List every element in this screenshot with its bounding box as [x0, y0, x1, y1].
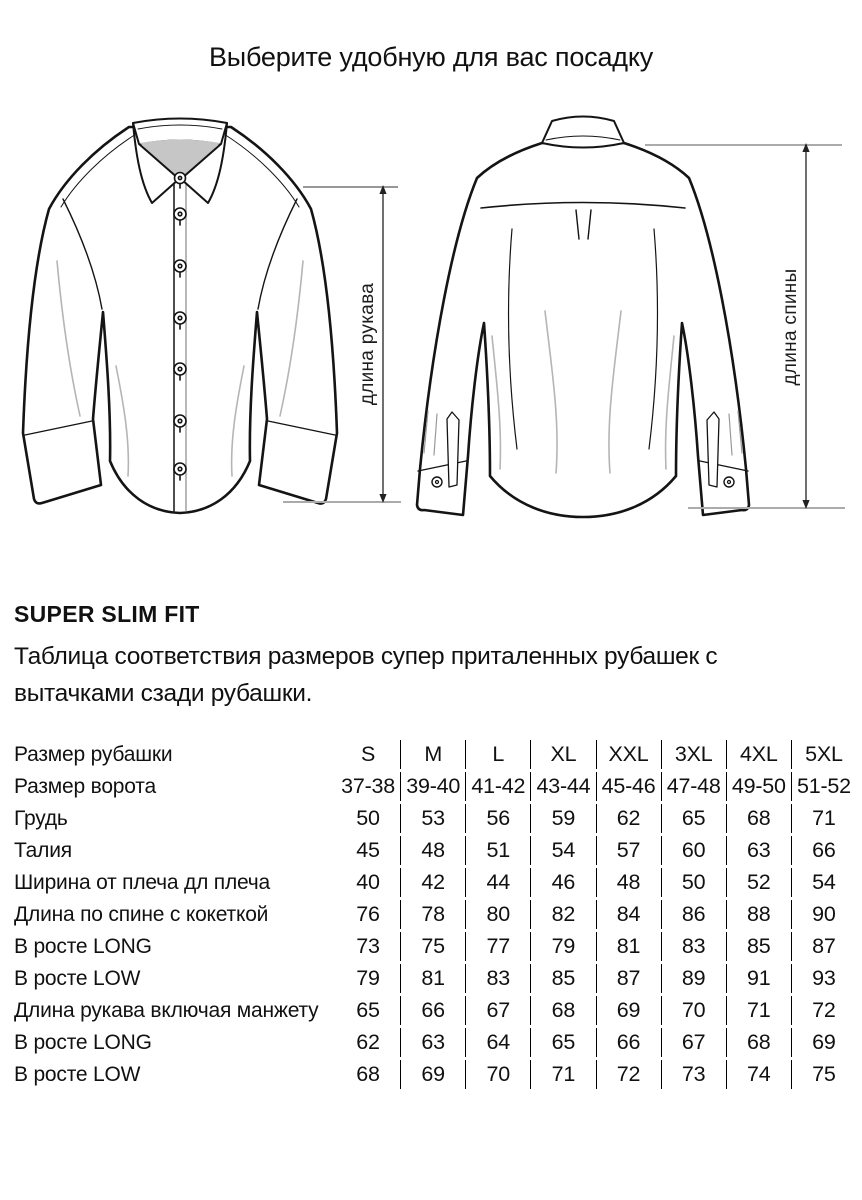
table-cell: 70 — [661, 996, 726, 1025]
table-cell: 63 — [726, 836, 791, 865]
table-cell: 62 — [596, 804, 661, 833]
table-cell: 68 — [356, 1062, 380, 1086]
table-cell: 50 — [661, 868, 726, 897]
table-row — [14, 900, 856, 929]
table-cell: 71 — [791, 804, 856, 833]
table-cell: 42 — [400, 868, 465, 897]
table-cell: 81 — [400, 964, 465, 993]
table-cell: 68 — [726, 804, 791, 833]
table-cell: 5XL — [791, 740, 856, 769]
table-cell: 50 — [356, 806, 380, 830]
table-row — [14, 836, 856, 865]
table-cell: 79 — [530, 932, 595, 961]
table-cell: 45-46 — [596, 772, 661, 801]
table-cell: 65 — [530, 1028, 595, 1057]
size-table — [14, 740, 856, 1089]
row-label: Длина рукава включая манжету — [14, 998, 319, 1022]
table-cell: 3XL — [661, 740, 726, 769]
section-heading: SUPER SLIM FIT — [14, 601, 200, 627]
table-cell: 73 — [356, 934, 380, 958]
shirt-back-drawing — [417, 117, 749, 518]
table-cell: 49-50 — [726, 772, 791, 801]
table-cell: 71 — [726, 996, 791, 1025]
table-row — [14, 964, 856, 993]
table-cell: 66 — [400, 996, 465, 1025]
row-label: Длина по спине с кокеткой — [14, 902, 269, 926]
table-cell: 69 — [791, 1028, 856, 1057]
table-cell: 67 — [465, 996, 530, 1025]
table-cell: 51 — [465, 836, 530, 865]
back-length-label: длина спины — [780, 268, 801, 386]
table-cell: 83 — [661, 932, 726, 961]
table-cell: 81 — [596, 932, 661, 961]
table-cell: 84 — [596, 900, 661, 929]
table-cell: 74 — [726, 1060, 791, 1089]
table-cell: 87 — [596, 964, 661, 993]
table-cell: 41-42 — [465, 772, 530, 801]
table-cell: 62 — [356, 1030, 380, 1054]
row-label: В росте LOW — [14, 1062, 141, 1086]
table-cell: 45 — [356, 838, 380, 862]
table-row — [14, 1028, 856, 1057]
row-label: Размер ворота — [14, 774, 156, 798]
table-cell: 60 — [661, 836, 726, 865]
shirt-front-drawing — [23, 119, 337, 514]
table-cell: 51-52 — [791, 772, 856, 801]
table-cell: 79 — [356, 966, 380, 990]
sleeve-length-label: длина рукава — [357, 282, 378, 406]
table-cell: 68 — [530, 996, 595, 1025]
table-cell: 44 — [465, 868, 530, 897]
table-cell: 65 — [356, 998, 380, 1022]
table-cell: 76 — [356, 902, 380, 926]
table-cell: 78 — [400, 900, 465, 929]
table-cell: 73 — [661, 1060, 726, 1089]
table-cell: 54 — [791, 868, 856, 897]
table-cell: 47-48 — [661, 772, 726, 801]
table-cell: 80 — [465, 900, 530, 929]
table-cell: 37-38 — [341, 774, 396, 798]
table-cell: 90 — [791, 900, 856, 929]
table-cell: 91 — [726, 964, 791, 993]
table-row — [14, 996, 856, 1025]
table-cell: S — [360, 742, 376, 766]
table-cell: 69 — [400, 1060, 465, 1089]
table-cell: 70 — [465, 1060, 530, 1089]
row-label: Талия — [14, 838, 72, 862]
table-cell: 83 — [465, 964, 530, 993]
table-row — [14, 932, 856, 961]
row-label: В росте LONG — [14, 1030, 152, 1054]
table-cell: 40 — [356, 870, 380, 894]
table-cell: 93 — [791, 964, 856, 993]
table-row — [14, 1060, 856, 1089]
section-description: Таблица соответствия размеров супер приталенных рубашек с вытачками сзади рубашки. — [14, 643, 718, 707]
table-cell: 43-44 — [530, 772, 595, 801]
table-cell: 86 — [661, 900, 726, 929]
row-label: Размер рубашки — [14, 742, 173, 766]
table-cell: 48 — [400, 836, 465, 865]
table-cell: 54 — [530, 836, 595, 865]
table-cell: 39-40 — [400, 772, 465, 801]
table-cell: 88 — [726, 900, 791, 929]
table-cell: 67 — [661, 1028, 726, 1057]
table-cell: L — [465, 740, 530, 769]
table-cell: 56 — [465, 804, 530, 833]
table-cell: 89 — [661, 964, 726, 993]
table-cell: 85 — [530, 964, 595, 993]
row-label: Грудь — [14, 806, 68, 830]
table-cell: XXL — [596, 740, 661, 769]
table-cell: M — [400, 740, 465, 769]
table-cell: 75 — [400, 932, 465, 961]
table-row — [14, 804, 856, 833]
table-cell: 87 — [791, 932, 856, 961]
table-cell: 59 — [530, 804, 595, 833]
table-row — [14, 868, 856, 897]
table-cell: XL — [530, 740, 595, 769]
table-cell: 85 — [726, 932, 791, 961]
row-label: Ширина от плеча дл плеча — [14, 870, 270, 894]
table-cell: 65 — [661, 804, 726, 833]
table-cell: 66 — [791, 836, 856, 865]
table-row — [14, 740, 856, 769]
table-cell: 82 — [530, 900, 595, 929]
table-cell: 72 — [596, 1060, 661, 1089]
table-cell: 66 — [596, 1028, 661, 1057]
table-cell: 69 — [596, 996, 661, 1025]
row-label: В росте LOW — [14, 966, 141, 990]
table-cell: 72 — [791, 996, 856, 1025]
row-label: В росте LONG — [14, 934, 152, 958]
table-cell: 77 — [465, 932, 530, 961]
table-cell: 52 — [726, 868, 791, 897]
page-title: Выберите удобную для вас посадку — [208, 42, 654, 72]
table-cell: 64 — [465, 1028, 530, 1057]
table-cell: 46 — [530, 868, 595, 897]
table-cell: 63 — [400, 1028, 465, 1057]
table-cell: 48 — [596, 868, 661, 897]
table-cell: 53 — [400, 804, 465, 833]
table-cell: 4XL — [726, 740, 791, 769]
table-cell: 57 — [596, 836, 661, 865]
table-row — [14, 772, 856, 801]
table-cell: 75 — [791, 1060, 856, 1089]
table-cell: 71 — [530, 1060, 595, 1089]
shirt-diagrams — [0, 81, 862, 551]
table-cell: 68 — [726, 1028, 791, 1057]
